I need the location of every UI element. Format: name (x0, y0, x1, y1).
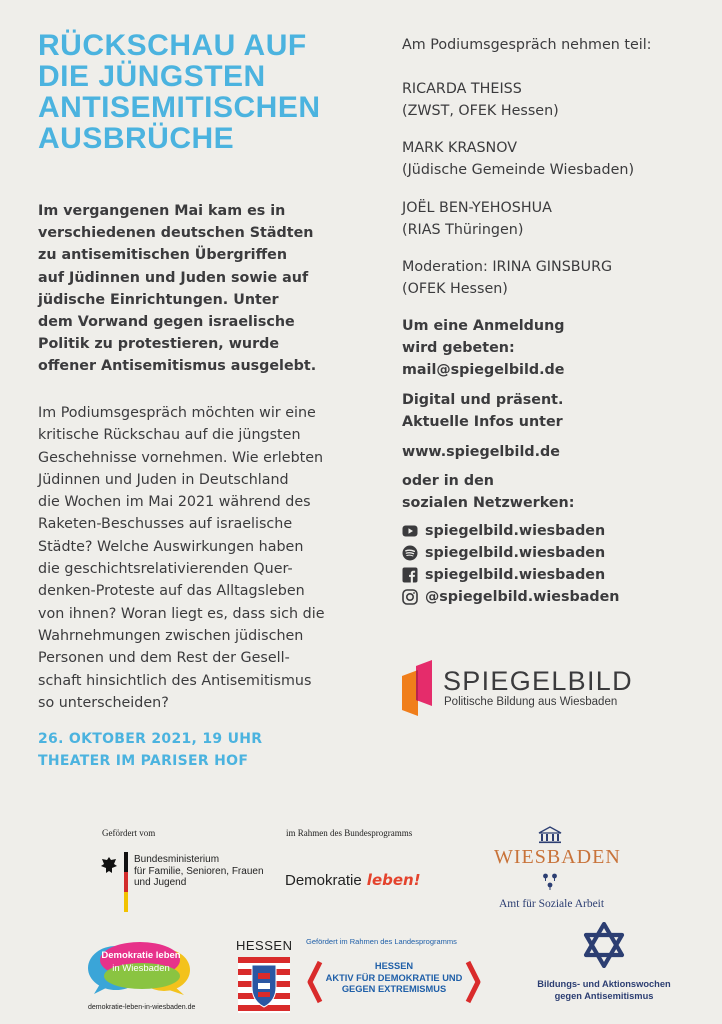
intro-line: verschiedenen deutschen Städten (38, 225, 314, 242)
body-paragraph (38, 402, 358, 714)
moderator-name: Moderation: IRINA GINSBURG (402, 259, 613, 275)
eagle-icon (100, 856, 118, 876)
title-line: ANTISEMITISCHEN (38, 91, 321, 124)
demokratie-leben-wiesbaden-logo (86, 938, 196, 1018)
spotify-icon (402, 545, 418, 561)
body-line: von ihnen? Woran liegt es, dass sich die (38, 605, 325, 622)
bmfsfj-logo (100, 852, 270, 914)
german-flag-stripe (124, 852, 128, 912)
social-intro-line: sozialen Netzwerken: (402, 495, 575, 511)
program-label: im Rahmen des Bundesprogramms (286, 828, 413, 838)
speaker-name: MARK KRASNOV (402, 140, 518, 156)
body-line: die geschichtsrelativierenden Quer- (38, 561, 293, 578)
speaker-name: RICARDA THEISS (402, 81, 522, 97)
social-youtube[interactable] (402, 520, 702, 542)
panel-heading: Am Podiumsgespräch nehmen teil: (402, 37, 652, 53)
speaker-org: (RIAS Thüringen) (402, 222, 524, 238)
land-program-label: Gefördert im Rahmen des Landesprogramms (306, 937, 457, 946)
intro-line: Politik zu protestieren, wurde (38, 336, 280, 353)
registration-email[interactable]: mail@spiegelbild.de (402, 362, 565, 378)
ministry-line: für Familie, Senioren, Frauen (134, 865, 264, 877)
speaker-name: JOËL BEN-YEHOSHUA (402, 200, 552, 216)
body-line: kritische Rückschau auf die jüngsten (38, 427, 301, 444)
social-instagram[interactable] (402, 586, 702, 608)
hessen-aktiv-line: GEGEN EXTREMISMUS (341, 984, 447, 994)
body-line: so unterscheiden? (38, 694, 169, 711)
event-venue: THEATER IM PARISER HOF (38, 753, 249, 769)
youtube-icon (402, 523, 418, 539)
star-of-david-icon (583, 922, 625, 968)
dl-wiesbaden-url[interactable]: demokratie-leben-in-wiesbaden.de (88, 1004, 196, 1011)
digital-line: Digital und präsent. (402, 392, 564, 408)
building-icon (537, 826, 563, 844)
intro-paragraph (38, 200, 338, 378)
speaker (402, 137, 702, 181)
dl-wiesbaden-subtitle: in Wiesbaden (112, 963, 170, 974)
lilies-icon (542, 872, 558, 890)
ministry-line: und Jugend (134, 877, 187, 888)
moderator-org: (OFEK Hessen) (402, 281, 508, 297)
speaker (402, 197, 702, 241)
spiegelbild-tagline: Politische Bildung aus Wiesbaden (444, 696, 618, 708)
aktionswochen-text (520, 978, 688, 1002)
instagram-icon (402, 589, 418, 605)
hessen-name: HESSEN (236, 938, 293, 953)
event-info (38, 728, 262, 772)
hessen-aktiv-line: AKTIV FÜR DEMOKRATIE UND (325, 972, 463, 983)
social-facebook[interactable] (402, 564, 702, 586)
moderator (402, 256, 702, 300)
body-line: schaft hinsichtlich des Antisemitismus (38, 672, 312, 689)
demokratie-word: Demokratie (285, 872, 362, 889)
body-line: Im Podiumsgespräch möchten wir eine (38, 405, 316, 421)
event-date: 26. OKTOBER 2021, 19 UHR (38, 731, 263, 747)
title-line: RÜCKSCHAU AUF (38, 29, 307, 62)
aktionswochen-line: gegen Antisemitismus (554, 991, 654, 1001)
leben-word: leben! (366, 871, 421, 889)
body-line: Raketen-Beschusses auf israelische (38, 516, 293, 533)
intro-line: auf Jüdinnen und Juden sowie auf (38, 269, 309, 286)
hessen-aktiv-text (324, 961, 464, 996)
body-line: Personen und dem Rest der Gesell- (38, 650, 290, 667)
funded-by-label: Gefördert vom (102, 828, 156, 838)
social-list (402, 520, 702, 608)
title-line: AUSBRÜCHE (38, 122, 235, 155)
registration-line: wird gebeten: (402, 340, 515, 356)
hessen-logo (236, 938, 296, 1018)
aktionswochen-line: Bildungs- und Aktionswochen (537, 979, 671, 989)
social-handle: @spiegelbild.wiesbaden (425, 589, 620, 605)
digital-info (402, 389, 702, 433)
ministry-line: Bundesministerium (134, 854, 220, 865)
intro-line: offener Antisemitismus ausgelebt. (38, 358, 317, 375)
dl-wiesbaden-title: Demokratie leben (101, 950, 181, 961)
body-line: Jüdinnen und Juden in Deutschland (38, 471, 289, 488)
intro-line: Im vergangenen Mai kam es in (38, 203, 286, 219)
body-line: Städte? Welche Auswirkungen haben (38, 538, 304, 555)
social-handle: spiegelbild.wiesbaden (425, 567, 606, 583)
intro-line: jüdische Einrichtungen. Unter (38, 291, 279, 308)
speaker (402, 78, 702, 122)
social-spotify[interactable] (402, 542, 702, 564)
hessen-aktiv-logo (304, 956, 484, 1008)
spiegelbild-name: SPIEGELBILD (443, 666, 633, 696)
hessen-aktiv-line: HESSEN (374, 961, 414, 971)
speaker-org: (ZWST, OFEK Hessen) (402, 103, 559, 119)
amt-name: Amt für Soziale Arbeit (499, 898, 605, 910)
wiesbaden-logo (494, 826, 624, 916)
intro-line: zu antisemitischen Übergriffen (38, 247, 288, 264)
wiesbaden-name: WIESBADEN (494, 846, 621, 868)
spiegelbild-mark-icon (400, 660, 434, 716)
title-line: DIE JÜNGSTEN (38, 60, 266, 93)
registration (402, 315, 702, 381)
demokratie-leben-logo (285, 870, 421, 889)
aktionswochen-logo (520, 922, 700, 1012)
spiegelbild-logo (400, 660, 660, 716)
digital-line: Aktuelle Infos unter (402, 414, 563, 430)
body-line: Geschehnisse vornehmen. Wie erlebten (38, 449, 324, 466)
body-line: die Wochen im Mai 2021 während des (38, 494, 311, 511)
hessen-coat-of-arms-icon (238, 957, 290, 1013)
social-intro (402, 470, 702, 514)
registration-line: Um eine Anmeldung (402, 318, 565, 334)
ministry-name (134, 854, 264, 889)
speaker-org: (Jüdische Gemeinde Wiesbaden) (402, 162, 635, 178)
intro-line: dem Vorwand gegen israelische (38, 314, 295, 331)
page-title (38, 30, 368, 154)
facebook-icon (402, 567, 418, 583)
social-handle: spiegelbild.wiesbaden (425, 523, 606, 539)
website-link[interactable]: www.spiegelbild.de (402, 444, 560, 460)
social-handle: spiegelbild.wiesbaden (425, 545, 606, 561)
body-line: denken-Proteste auf das Alltagsleben (38, 583, 305, 600)
body-line: Wahrnehmungen zwischen jüdischen (38, 627, 304, 644)
social-intro-line: oder in den (402, 473, 494, 489)
